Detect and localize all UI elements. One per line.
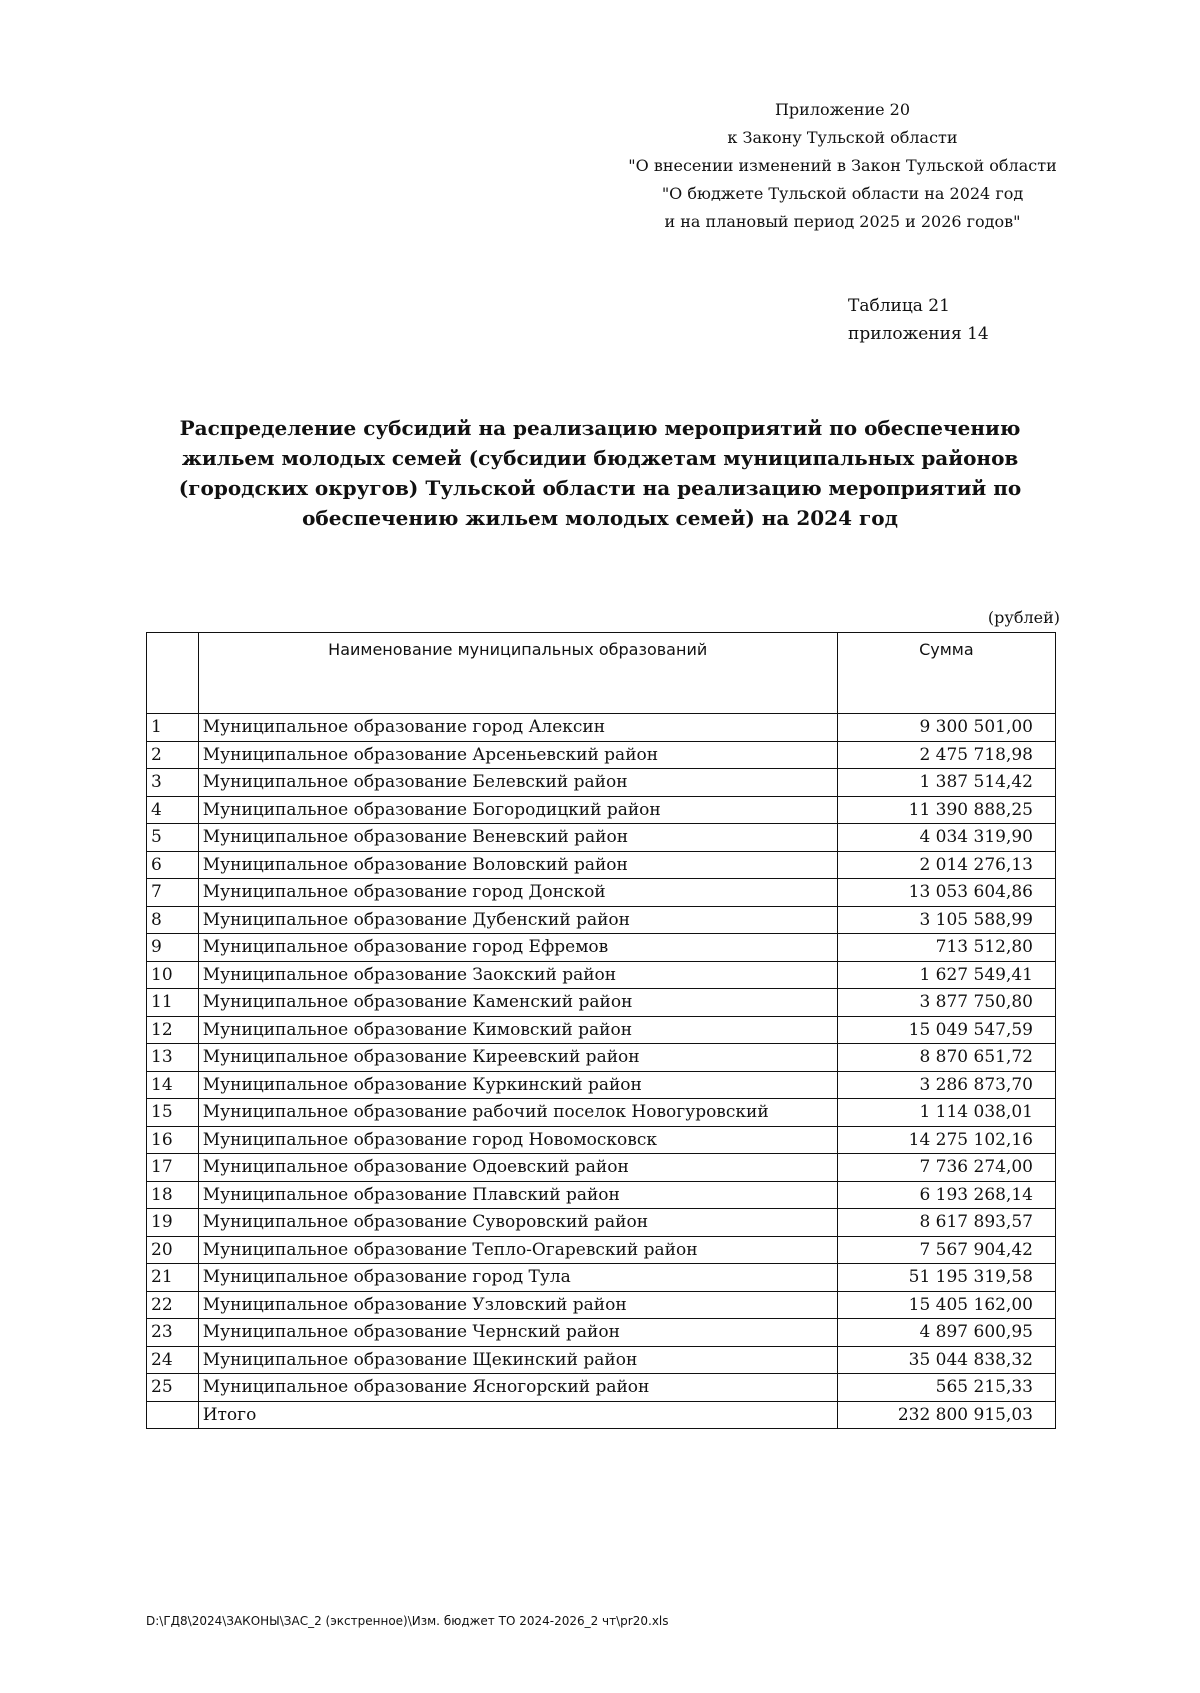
table-header-row (147, 633, 1056, 714)
subsidy-amount: 15 049 547,59 (837, 1016, 1055, 1044)
table-row (147, 989, 1056, 1017)
municipality-name: Муниципальное образование город Тула (198, 1264, 837, 1292)
table-row (147, 1181, 1056, 1209)
subsidy-amount: 13 053 604,86 (837, 879, 1055, 907)
table-appendix: приложения 14 (848, 324, 989, 344)
table-row (147, 796, 1056, 824)
row-number: 16 (147, 1126, 199, 1154)
municipality-name: Муниципальное образование Щекинский район (198, 1346, 837, 1374)
subsidy-amount: 3 877 750,80 (837, 989, 1055, 1017)
table-row (147, 769, 1056, 797)
table-row (147, 1264, 1056, 1292)
table-row (147, 1016, 1056, 1044)
municipality-name: Муниципальное образование город Новомосковск (198, 1126, 837, 1154)
table-row (147, 824, 1056, 852)
subsidy-amount: 3 105 588,99 (837, 906, 1055, 934)
total-row (147, 1401, 1056, 1429)
row-number: 10 (147, 961, 199, 989)
municipality-name: Муниципальное образование Белевский район (198, 769, 837, 797)
municipality-name: Муниципальное образование Плавский район (198, 1181, 837, 1209)
row-number: 22 (147, 1291, 199, 1319)
row-number: 4 (147, 796, 199, 824)
municipality-name: Муниципальное образование город Ефремов (198, 934, 837, 962)
table-row (147, 1346, 1056, 1374)
municipality-name: Муниципальное образование Чернский район (198, 1319, 837, 1347)
table-row (147, 1209, 1056, 1237)
subsidy-amount: 9 300 501,00 (837, 714, 1055, 742)
appendix-header (600, 96, 1085, 236)
row-number: 13 (147, 1044, 199, 1072)
table-row (147, 851, 1056, 879)
row-number: 25 (147, 1374, 199, 1402)
municipality-name: Муниципальное образование Дубенский район (198, 906, 837, 934)
table-row (147, 1126, 1056, 1154)
municipality-name: Муниципальное образование город Алексин (198, 714, 837, 742)
table-row (147, 1044, 1056, 1072)
subsidy-amount: 8 617 893,57 (837, 1209, 1055, 1237)
subsidy-amount: 713 512,80 (837, 934, 1055, 962)
municipality-name: Муниципальное образование Богородицкий район (198, 796, 837, 824)
municipality-name: Муниципальное образование Каменский район (198, 989, 837, 1017)
municipality-name: Муниципальное образование Заокский район (198, 961, 837, 989)
column-header-number (147, 633, 199, 714)
row-number: 12 (147, 1016, 199, 1044)
table-row (147, 1099, 1056, 1127)
column-header-name: Наименование муниципальных образований (198, 633, 837, 714)
appendix-line: к Закону Тульской области (727, 128, 958, 147)
unit-label: (рублей) (987, 608, 1060, 627)
appendix-line: "О внесении изменений в Закон Тульской области (628, 156, 1057, 175)
municipality-name: Муниципальное образование Ясногорский район (198, 1374, 837, 1402)
table-reference (848, 292, 989, 348)
table-row (147, 741, 1056, 769)
subsidy-amount: 2 014 276,13 (837, 851, 1055, 879)
row-number: 15 (147, 1099, 199, 1127)
municipality-name: Муниципальное образование Суворовский район (198, 1209, 837, 1237)
municipality-name: Муниципальное образование Одоевский район (198, 1154, 837, 1182)
table-row (147, 1319, 1056, 1347)
subsidy-amount: 14 275 102,16 (837, 1126, 1055, 1154)
subsidy-amount: 232 800 915,03 (837, 1401, 1055, 1429)
subsidy-amount: 1 627 549,41 (837, 961, 1055, 989)
municipality-name: Муниципальное образование Куркинский район (198, 1071, 837, 1099)
subsidy-amount: 1 387 514,42 (837, 769, 1055, 797)
row-number: 23 (147, 1319, 199, 1347)
table-row (147, 961, 1056, 989)
table-body (147, 714, 1056, 1429)
appendix-line: и на плановый период 2025 и 2026 годов" (664, 212, 1021, 231)
subsidy-amount: 15 405 162,00 (837, 1291, 1055, 1319)
municipality-name: Муниципальное образование Арсеньевский район (198, 741, 837, 769)
row-number: 14 (147, 1071, 199, 1099)
document-title: Распределение субсидий на реализацию мероприятий по обеспечению жильем молодых семей (субсидии бюджетам муниципальных районов (городских округов) Тульской области на реализацию мероприятий по обеспечению жильем молодых семей) на 2024 год (178, 416, 1022, 530)
row-number: 17 (147, 1154, 199, 1182)
table-row (147, 1071, 1056, 1099)
municipality-name: Муниципальное образование Тепло-Огаревский район (198, 1236, 837, 1264)
subsidy-amount: 7 736 274,00 (837, 1154, 1055, 1182)
row-number: 19 (147, 1209, 199, 1237)
table-number: Таблица 21 (848, 296, 950, 316)
table-row (147, 1154, 1056, 1182)
municipality-name: Итого (198, 1401, 837, 1429)
municipality-name: Муниципальное образование рабочий поселок Новогуровский (198, 1099, 837, 1127)
subsidy-amount: 2 475 718,98 (837, 741, 1055, 769)
municipality-name: Муниципальное образование Воловский район (198, 851, 837, 879)
municipality-name: Муниципальное образование Кимовский район (198, 1016, 837, 1044)
row-number: 20 (147, 1236, 199, 1264)
row-number: 9 (147, 934, 199, 962)
subsidy-amount: 1 114 038,01 (837, 1099, 1055, 1127)
table-row (147, 906, 1056, 934)
table-row (147, 879, 1056, 907)
subsidy-table (146, 632, 1056, 1429)
appendix-line: Приложение 20 (774, 100, 911, 119)
row-number: 1 (147, 714, 199, 742)
subsidy-amount: 4 034 319,90 (837, 824, 1055, 852)
subsidy-amount: 7 567 904,42 (837, 1236, 1055, 1264)
row-number: 3 (147, 769, 199, 797)
municipality-name: Муниципальное образование Веневский район (198, 824, 837, 852)
table-row (147, 934, 1056, 962)
subsidy-amount: 565 215,33 (837, 1374, 1055, 1402)
table-row (147, 714, 1056, 742)
municipality-name: Муниципальное образование Киреевский район (198, 1044, 837, 1072)
table-row (147, 1236, 1056, 1264)
row-number: 6 (147, 851, 199, 879)
table-row (147, 1291, 1056, 1319)
row-number: 11 (147, 989, 199, 1017)
column-header-sum: Сумма (837, 633, 1055, 714)
subsidy-amount: 4 897 600,95 (837, 1319, 1055, 1347)
row-number: 21 (147, 1264, 199, 1292)
row-number: 5 (147, 824, 199, 852)
subsidy-amount: 35 044 838,32 (837, 1346, 1055, 1374)
subsidy-amount: 8 870 651,72 (837, 1044, 1055, 1072)
row-number: 7 (147, 879, 199, 907)
table-row (147, 1374, 1056, 1402)
subsidy-amount: 11 390 888,25 (837, 796, 1055, 824)
municipality-name: Муниципальное образование город Донской (198, 879, 837, 907)
row-number (147, 1401, 199, 1429)
subsidy-amount: 3 286 873,70 (837, 1071, 1055, 1099)
file-path: D:\ГД8\2024\ЗАКОНЫ\ЗАС_2 (экстренное)\Изм. бюджет ТО 2024-2026_2 чт\pr20.xls (146, 1614, 669, 1628)
row-number: 18 (147, 1181, 199, 1209)
municipality-name: Муниципальное образование Узловский район (198, 1291, 837, 1319)
row-number: 24 (147, 1346, 199, 1374)
row-number: 8 (147, 906, 199, 934)
appendix-line: "О бюджете Тульской области на 2024 год (661, 184, 1024, 203)
subsidy-amount: 51 195 319,58 (837, 1264, 1055, 1292)
subsidy-amount: 6 193 268,14 (837, 1181, 1055, 1209)
row-number: 2 (147, 741, 199, 769)
